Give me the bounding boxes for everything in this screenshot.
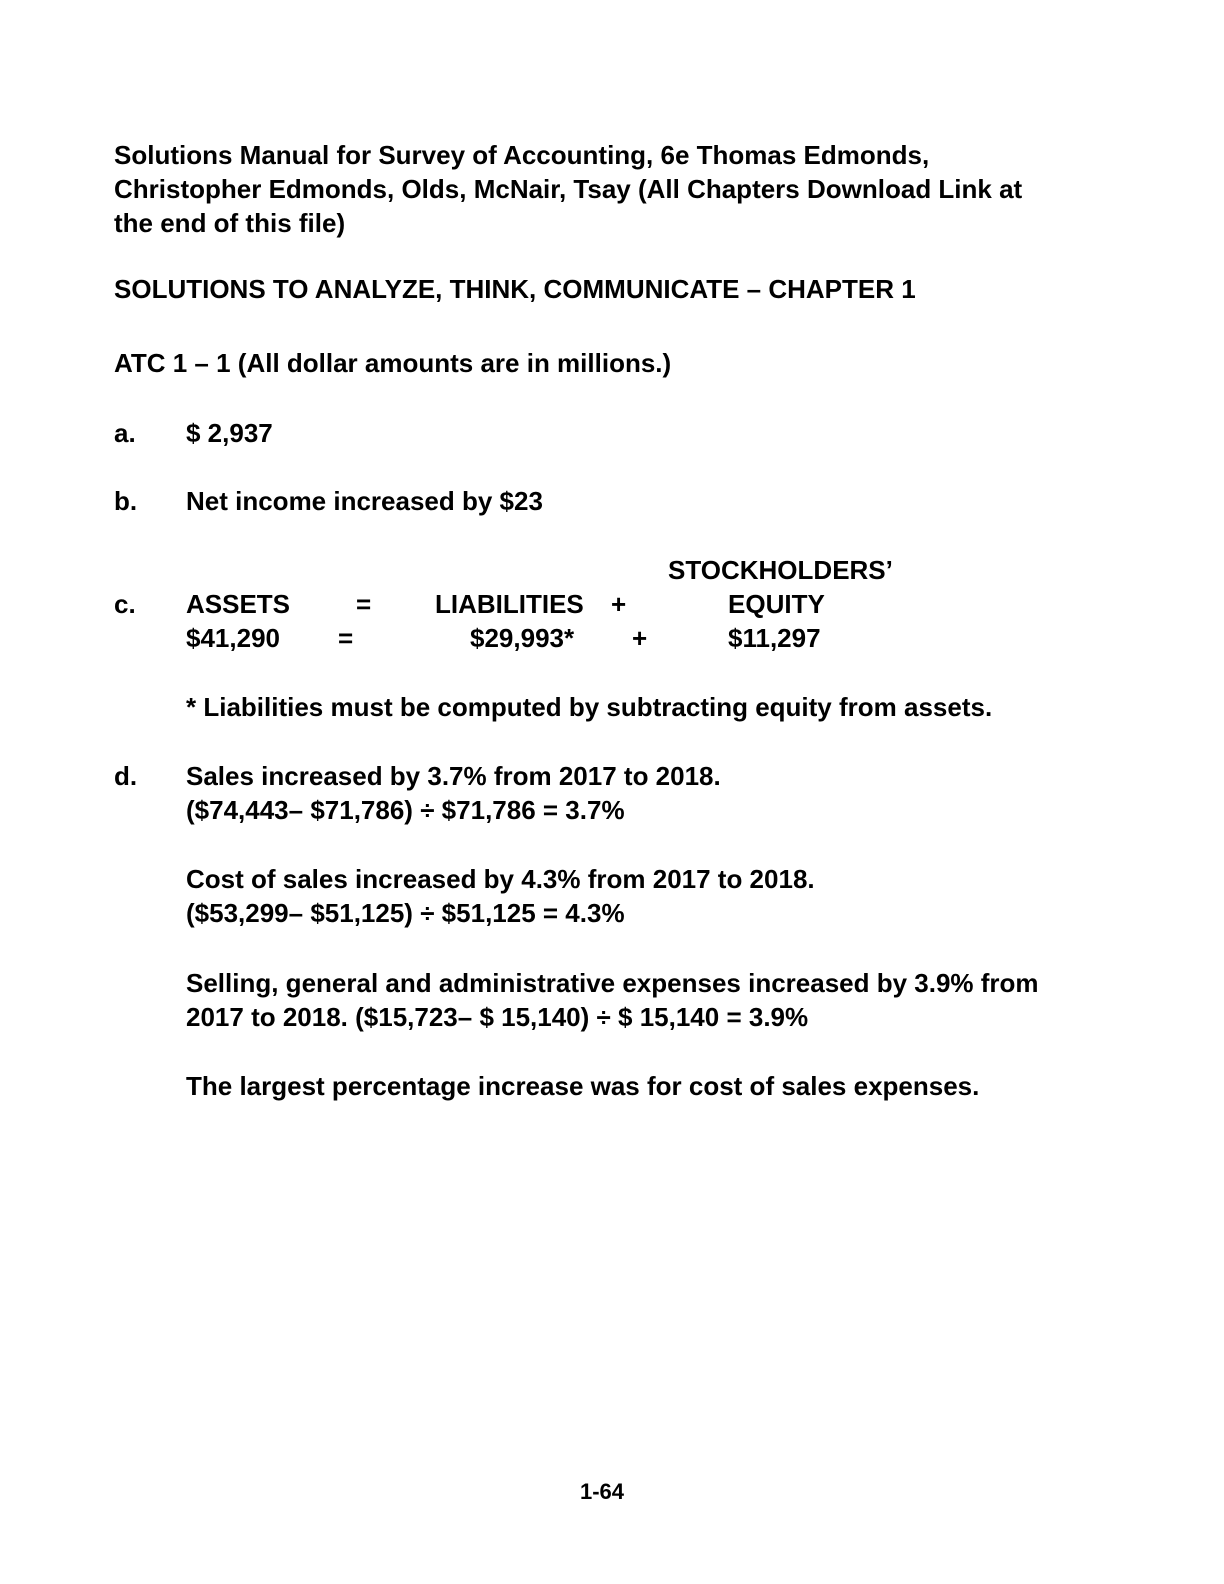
page-number: 1-64	[580, 1479, 625, 1504]
section-heading: SOLUTIONS TO ANALYZE, THINK, COMMUNICATE – CHAPTER 1	[114, 274, 916, 304]
sales-increase-line: Sales increased by 3.7% from 2017 to 2018.	[186, 761, 721, 791]
answer-a-label: a.	[114, 418, 136, 448]
equity-value: $11,297	[728, 623, 821, 653]
equals-sign-value: =	[338, 623, 354, 653]
conclusion-line: The largest percentage increase was for cost of sales expenses.	[186, 1071, 980, 1101]
equity-heading: EQUITY	[728, 589, 825, 619]
atc-heading: ATC 1 – 1 (All dollar amounts are in millions.)	[114, 348, 672, 378]
answer-b-text: Net income increased by $23	[186, 486, 543, 516]
equals-sign-heading: =	[356, 589, 372, 619]
assets-value: $41,290	[186, 623, 280, 653]
title-line-2: Christopher Edmonds, Olds, McNair, Tsay (All Chapters Download Link at	[114, 174, 1023, 204]
liabilities-heading: LIABILITIES	[435, 589, 584, 619]
stockholders-heading: STOCKHOLDERS’	[668, 555, 893, 585]
answer-d-label: d.	[114, 761, 138, 791]
answer-a-text: $ 2,937	[186, 418, 273, 448]
plus-sign-heading: +	[611, 589, 627, 619]
assets-heading: ASSETS	[186, 589, 291, 619]
sales-calculation: ($74,443– $71,786) ÷ $71,786 = 3.7%	[186, 795, 625, 825]
plus-sign-value: +	[632, 623, 648, 653]
cost-of-sales-line: Cost of sales increased by 4.3% from 2017 to 2018.	[186, 864, 815, 894]
answer-c-label: c.	[114, 589, 136, 619]
liabilities-footnote: * Liabilities must be computed by subtracting equity from assets.	[186, 692, 993, 722]
cost-of-sales-calculation: ($53,299– $51,125) ÷ $51,125 = 4.3%	[186, 898, 625, 928]
sga-line-2: 2017 to 2018. ($15,723– $ 15,140) ÷ $ 15,140 = 3.9%	[186, 1002, 809, 1032]
answer-b-label: b.	[114, 486, 138, 516]
title-line-1: Solutions Manual for Survey of Accounting, 6e Thomas Edmonds,	[114, 140, 930, 170]
document-title	[114, 138, 1114, 240]
liabilities-value: $29,993*	[470, 623, 575, 653]
title-line-3: the end of this file)	[114, 208, 346, 238]
sga-line-1: Selling, general and administrative expenses increased by 3.9% from	[186, 968, 1039, 998]
